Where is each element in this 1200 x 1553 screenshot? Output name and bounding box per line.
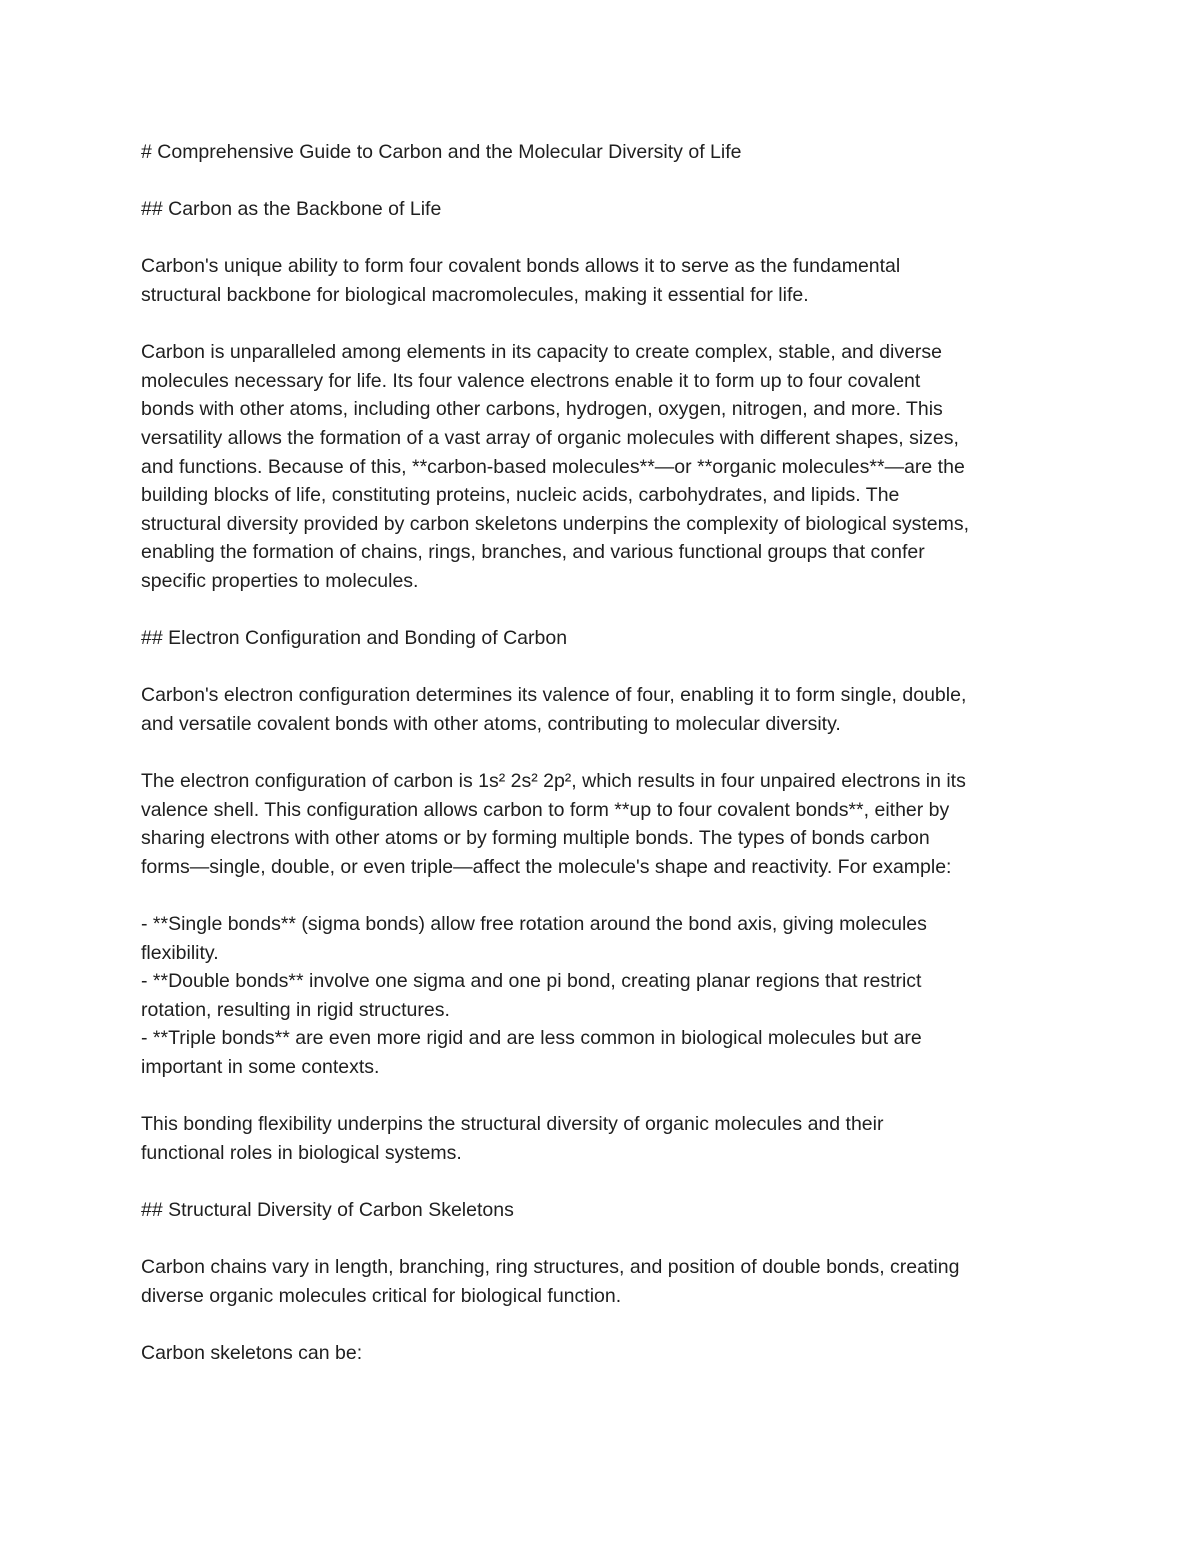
spacer: [141, 310, 1071, 339]
document-page: [141, 138, 1071, 1368]
paragraph-summary: [141, 252, 1071, 309]
text-line: The electron configuration of carbon is 1s² 2s² 2p², which results in four unpaired electrons in its: [141, 770, 966, 793]
paragraph-closing: [141, 1110, 1071, 1167]
text-line: bonds with other atoms, including other carbons, hydrogen, oxygen, nitrogen, and more. This: [141, 398, 943, 421]
text-line: diverse organic molecules critical for biological function.: [141, 1284, 622, 1307]
spacer: [141, 881, 1071, 910]
text-line: structural diversity provided by carbon skeletons underpins the complexity of biological systems,: [141, 512, 970, 535]
text-line: structural backbone for biological macromolecules, making it essential for life.: [141, 283, 809, 306]
list-item: flexibility.: [141, 941, 219, 964]
bond-types-list: [141, 910, 1071, 1082]
spacer: [141, 1225, 1071, 1254]
text-line: This bonding flexibility underpins the structural diversity of organic molecules and their: [141, 1113, 884, 1136]
text-line: sharing electrons with other atoms or by forming multiple bonds. The types of bonds carbon: [141, 827, 930, 850]
text-line: molecules necessary for life. Its four valence electrons enable it to form up to four covalent: [141, 369, 921, 392]
spacer: [141, 1167, 1071, 1196]
text-line: versatility allows the formation of a vast array of organic molecules with different shapes, sizes,: [141, 426, 959, 449]
text-line: Carbon's unique ability to form four covalent bonds allows it to serve as the fundamental: [141, 255, 901, 278]
text-line: specific properties to molecules.: [141, 569, 419, 592]
text-line: enabling the formation of chains, rings, branches, and various functional groups that confer: [141, 541, 925, 564]
spacer: [141, 738, 1071, 767]
text-line: functional roles in biological systems.: [141, 1141, 462, 1164]
list-item: important in some contexts.: [141, 1056, 380, 1078]
text-line: Carbon chains vary in length, branching, ring structures, and position of double bonds, creating: [141, 1256, 960, 1279]
text-line: Carbon is unparalleled among elements in its capacity to create complex, stable, and diverse: [141, 341, 943, 364]
text-line: building blocks of life, constituting proteins, nucleic acids, carbohydrates, and lipids. The: [141, 484, 900, 507]
paragraph-summary: [141, 1253, 1071, 1310]
spacer: [141, 1082, 1071, 1111]
paragraph-summary: [141, 681, 1071, 738]
spacer: [141, 653, 1071, 682]
section-heading: ## Electron Configuration and Bonding of Carbon: [141, 627, 568, 650]
text-line: and functions. Because of this, **carbon-based molecules**—or **organic molecules**—are the: [141, 455, 965, 478]
section-heading: ## Carbon as the Backbone of Life: [141, 198, 442, 221]
list-item: - **Single bonds** (sigma bonds) allow free rotation around the bond axis, giving molecules: [141, 913, 927, 936]
text-line: and versatile covalent bonds with other atoms, contributing to molecular diversity.: [141, 712, 841, 735]
list-item: rotation, resulting in rigid structures.: [141, 998, 450, 1021]
document-title: # Comprehensive Guide to Carbon and the Molecular Diversity of Life: [141, 141, 742, 163]
section-heading: ## Structural Diversity of Carbon Skeletons: [141, 1198, 514, 1221]
paragraph-body: [141, 338, 1071, 595]
spacer: [141, 1310, 1071, 1339]
text-line: valence shell. This configuration allows carbon to form **up to four covalent bonds**, either by: [141, 798, 950, 821]
paragraph-body: [141, 767, 1071, 881]
spacer: [141, 167, 1071, 196]
list-item: - **Triple bonds** are even more rigid and are less common in biological molecules but are: [141, 1027, 922, 1050]
text-line: forms—single, double, or even triple—affect the molecule's shape and reactivity. For example:: [141, 855, 952, 878]
spacer: [141, 224, 1071, 253]
list-item: - **Double bonds** involve one sigma and one pi bond, creating planar regions that restrict: [141, 970, 922, 993]
spacer: [141, 596, 1071, 625]
text-line: Carbon's electron configuration determines its valence of four, enabling it to form single, double,: [141, 684, 967, 707]
paragraph-intro: Carbon skeletons can be:: [141, 1341, 363, 1364]
